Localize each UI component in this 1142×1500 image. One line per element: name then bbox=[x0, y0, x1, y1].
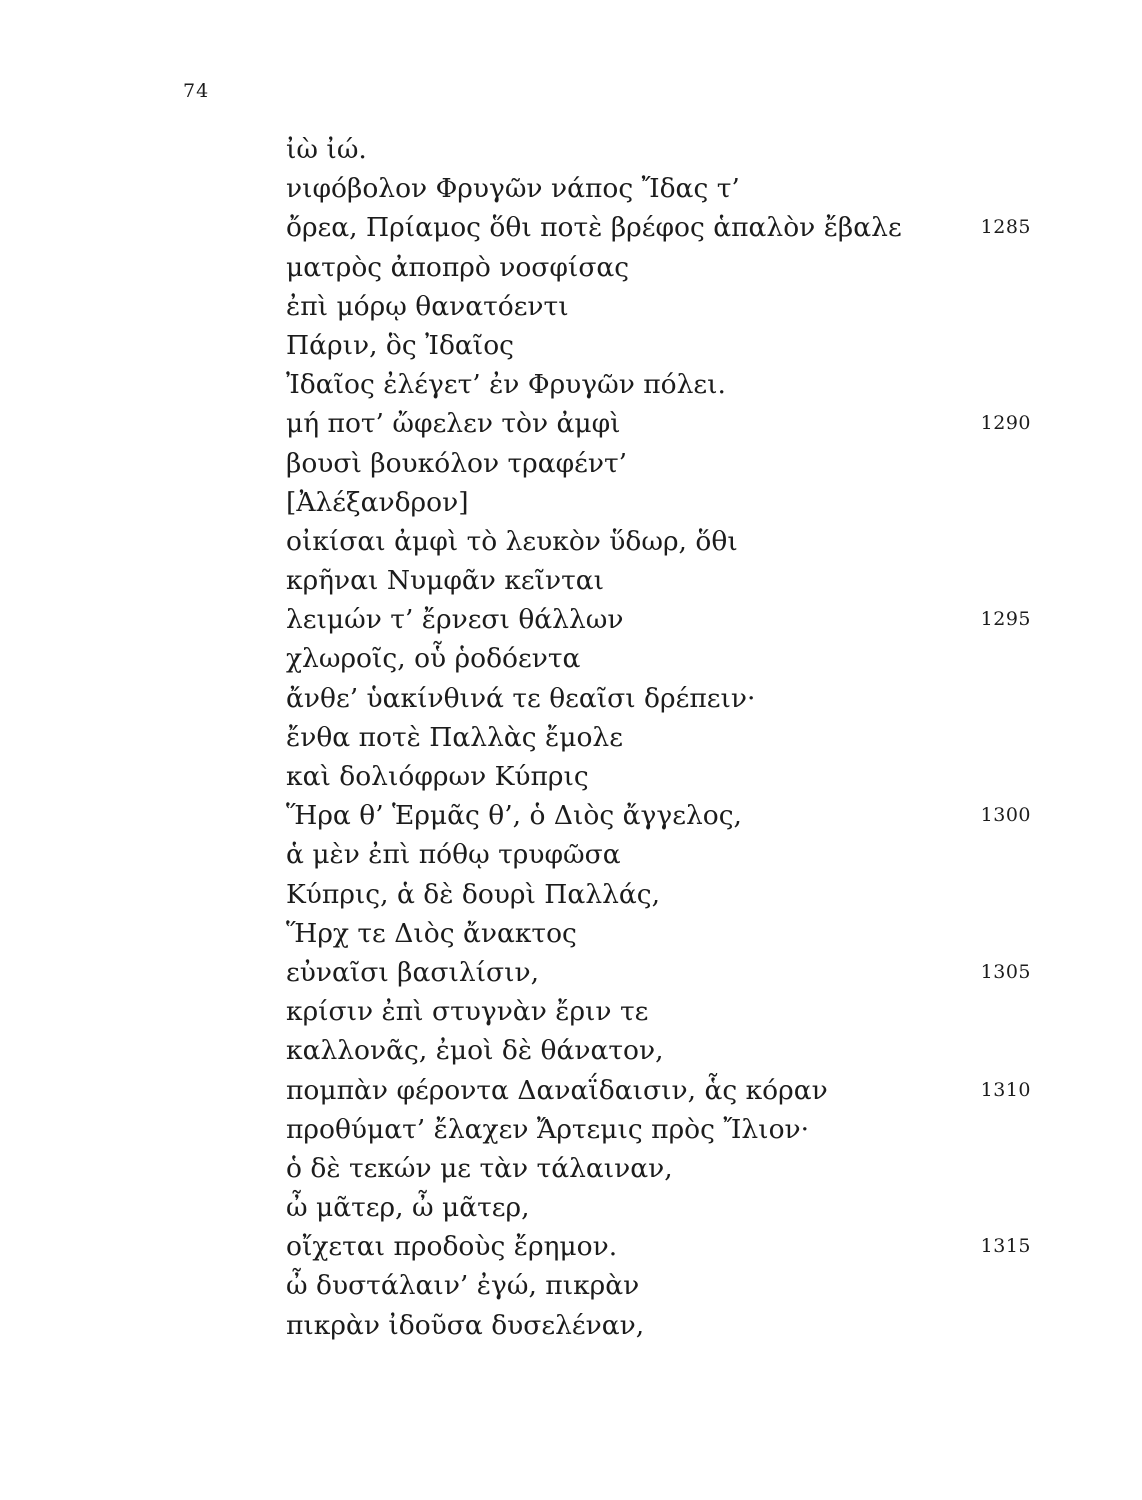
verse-text: πομπὰν φέροντα Δαναΐδαισιν, ἇς κόραν bbox=[286, 1074, 828, 1106]
line-number: 1300 bbox=[980, 804, 1031, 827]
verse-line bbox=[286, 1031, 1046, 1070]
verse-text: οἴχεται προδοὺς ἔρημον. bbox=[286, 1231, 618, 1263]
verse-text: οἰκίσαι ἀμφὶ τὸ λευκὸν ὕδωρ, ὅθι bbox=[286, 525, 738, 557]
verse-text: ἐπὶ μόρῳ θανατόεντι bbox=[286, 290, 569, 322]
verse-line bbox=[286, 1071, 1046, 1110]
verse-text: ματρὸς ἀποπρὸ νοσφίσας bbox=[286, 251, 630, 283]
verse-text: προθύματ’ ἔλαχεν Ἄρτεμις πρὸς Ἴλιον· bbox=[286, 1113, 810, 1145]
verse-text: ὄρεα, Πρίαμος ὅθι ποτὲ βρέφος ἁπαλὸν ἔβαλε bbox=[286, 212, 902, 244]
line-number: 1285 bbox=[980, 216, 1031, 239]
page-number: 74 bbox=[183, 80, 210, 102]
verse-line bbox=[286, 483, 1046, 522]
verse-text: κρῆναι Νυμφᾶν κεῖνται bbox=[286, 565, 605, 597]
verse-line bbox=[286, 875, 1046, 914]
verse-text: πικρὰν ἰδοῦσα δυσελέναν, bbox=[286, 1309, 645, 1341]
verse-text: καλλονᾶς, ἐμοὶ δὲ θάνατον, bbox=[286, 1035, 664, 1067]
verse-line bbox=[286, 1227, 1046, 1266]
verse-text: ὦ δυστάλαιν’ ἐγώ, πικρὰν bbox=[286, 1270, 640, 1302]
verse-line bbox=[286, 444, 1046, 483]
verse-text: [Ἀλέξανδρον] bbox=[286, 486, 469, 518]
verse-line bbox=[286, 248, 1046, 287]
verse-line bbox=[286, 1188, 1046, 1227]
verse-line bbox=[286, 718, 1046, 757]
verse-text: ὁ δὲ τεκών με τὰν τάλαιναν, bbox=[286, 1152, 673, 1184]
verse-text: μή ποτ’ ὤφελεν τὸν ἀμφὶ bbox=[286, 408, 621, 440]
verse-line bbox=[286, 1149, 1046, 1188]
verse-text: ἰὼ ἰώ. bbox=[286, 134, 367, 165]
verse-line bbox=[286, 639, 1046, 678]
verse-line bbox=[286, 287, 1046, 326]
verse-line bbox=[286, 914, 1046, 953]
verse-line bbox=[286, 326, 1046, 365]
verse-text: ἔνθα ποτὲ Παλλὰς ἔμολε bbox=[286, 721, 623, 753]
verse-text: ὦ μᾶτερ, ὦ μᾶτερ, bbox=[286, 1192, 530, 1224]
verse-line bbox=[286, 757, 1046, 796]
verse-text: Κύπρις, ἁ δὲ δουρὶ Παλλάς, bbox=[286, 878, 661, 910]
verse-text: Πάριν, ὃς Ἰδαῖος bbox=[286, 329, 514, 361]
verse-line bbox=[286, 600, 1046, 639]
verse-line bbox=[286, 208, 1046, 247]
verse-text: Ἥρα θ’ Ἑρμᾶς θ’, ὁ Διὸς ἄγγελος, bbox=[286, 800, 742, 832]
verse-text: νιφόβολον Φρυγῶν νάπος Ἴδας τ’ bbox=[286, 173, 740, 205]
verse-text: βουσὶ βουκόλον τραφέντ’ bbox=[286, 447, 628, 479]
verse-text: εὐναῖσι βασιλίσιν, bbox=[286, 956, 540, 988]
verse-text: καὶ δολιόφρων Κύπρις bbox=[286, 761, 589, 792]
verse-line bbox=[286, 1306, 1046, 1345]
verse-line bbox=[286, 404, 1046, 443]
verse-text: κρίσιν ἐπὶ στυγνὰν ἔριν τε bbox=[286, 996, 649, 1028]
verse-text: χλωροῖς, οὗ ῥοδόεντα bbox=[286, 643, 581, 675]
verse-line bbox=[286, 130, 1046, 169]
line-number: 1305 bbox=[980, 960, 1031, 983]
verse-line bbox=[286, 169, 1046, 208]
verse-text: Ἥρχ τε Διὸς ἄνακτος bbox=[286, 917, 577, 949]
verse-line bbox=[286, 835, 1046, 874]
line-number: 1315 bbox=[980, 1235, 1031, 1258]
line-number: 1290 bbox=[980, 412, 1031, 435]
line-number: 1295 bbox=[980, 608, 1031, 631]
verse-text: λειμών τ’ ἔρνεσι θάλλων bbox=[286, 604, 624, 636]
verse-line bbox=[286, 992, 1046, 1031]
verse-line bbox=[286, 365, 1046, 404]
verse-line bbox=[286, 1110, 1046, 1149]
verse-line bbox=[286, 561, 1046, 600]
line-number: 1310 bbox=[980, 1078, 1031, 1101]
verse-text: ἄνθε’ ὑακίνθινά τε θεαῖσι δρέπειν· bbox=[286, 682, 756, 714]
verse-line bbox=[286, 679, 1046, 718]
verse-block bbox=[286, 130, 1046, 1345]
verse-text: Ἰδαῖος ἐλέγετ’ ἐν Φρυγῶν πόλει. bbox=[286, 369, 726, 401]
verse-line bbox=[286, 522, 1046, 561]
verse-line bbox=[286, 796, 1046, 835]
verse-line bbox=[286, 1266, 1046, 1305]
verse-line bbox=[286, 953, 1046, 992]
verse-text: ἁ μὲν ἐπὶ πόθῳ τρυφῶσα bbox=[286, 839, 621, 871]
